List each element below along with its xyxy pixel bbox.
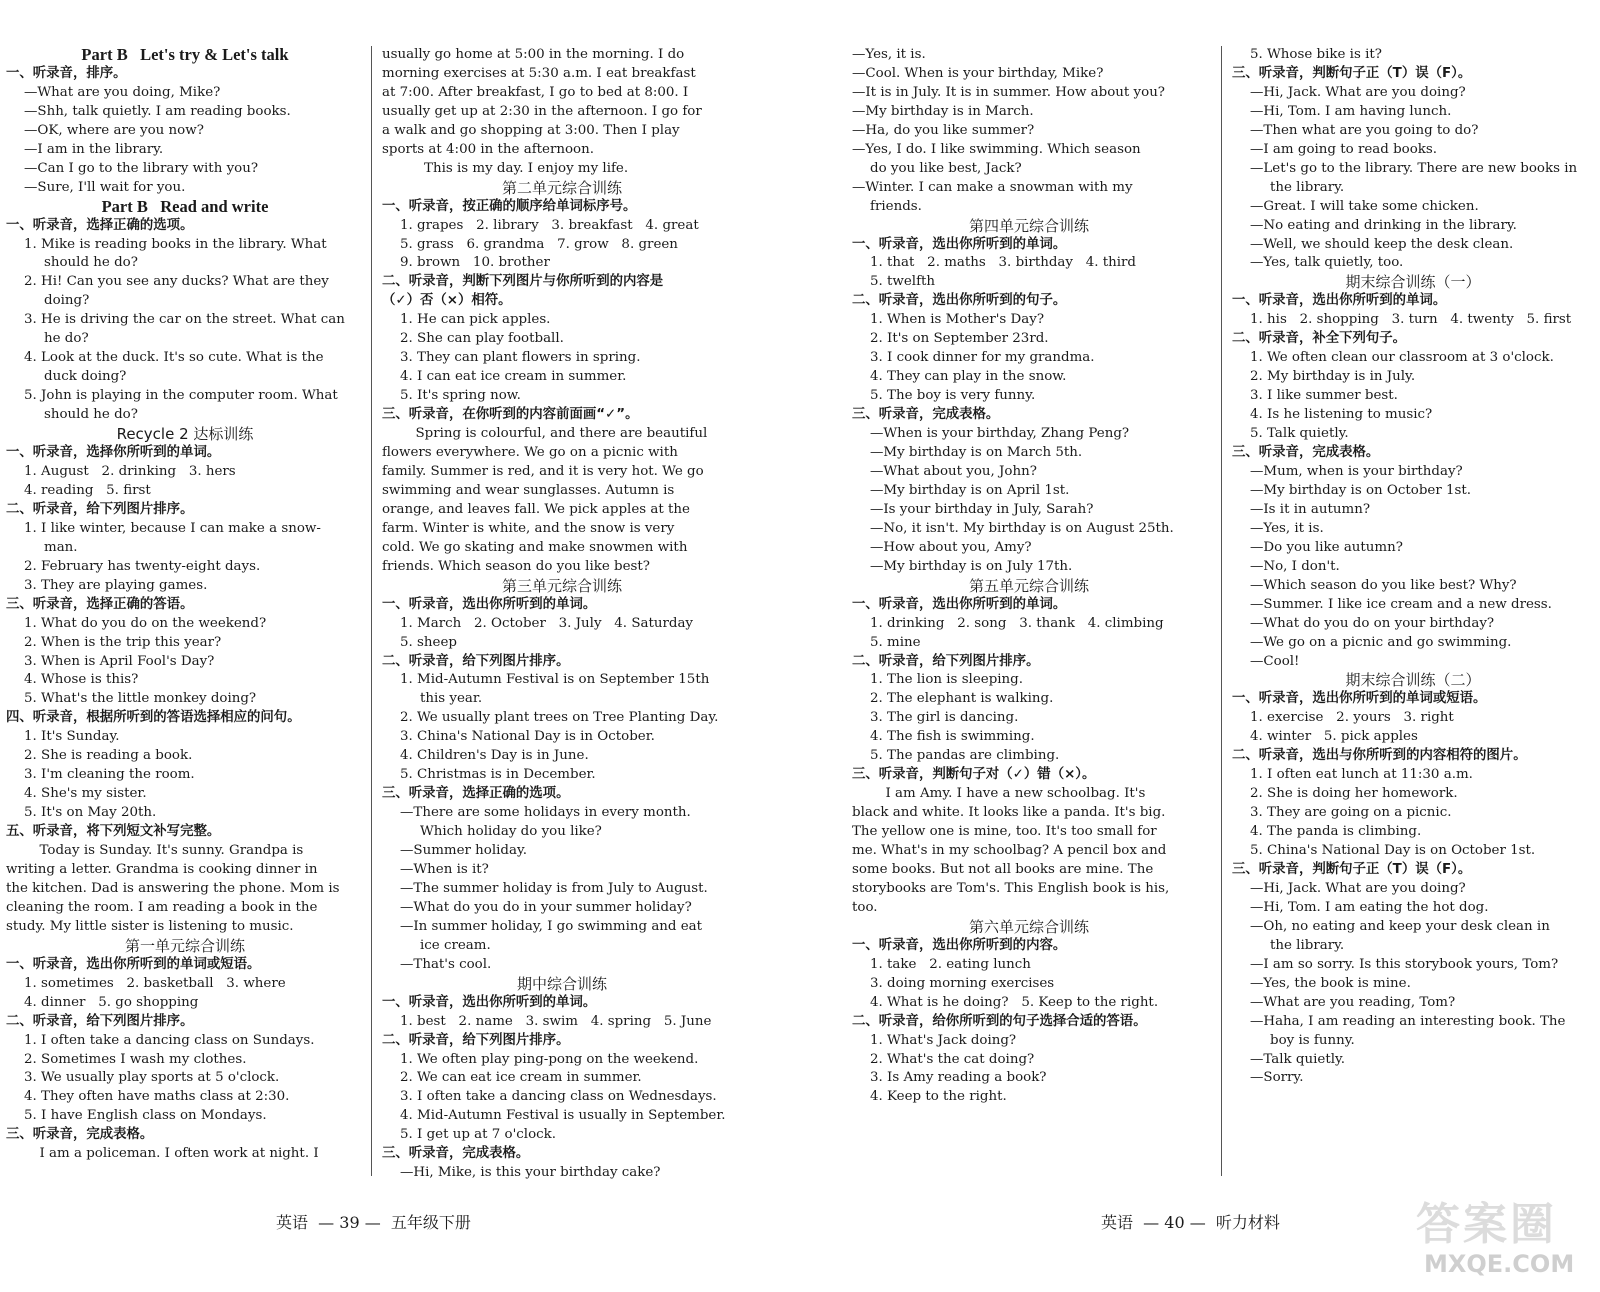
text-line-continued: doing?: [44, 293, 90, 309]
column-4: [1232, 46, 1594, 1088]
text-line: 1. grapes 2. library 3. breakfast 4. great: [400, 217, 699, 233]
text-line: 3. I often take a dancing class on Wednesdays.: [400, 1089, 717, 1105]
column-1: [6, 46, 364, 1164]
text-line: 4. reading 5. first: [24, 482, 151, 498]
text-line: 1. drinking 2. song 3. thank 4. climbing: [870, 615, 1164, 631]
paragraph-line: I am a policeman. I often work at night. I: [39, 1146, 319, 1162]
text-line: 4. What is he doing? 5. Keep to the right.: [870, 994, 1159, 1010]
text-line: 5. John is playing in the computer room. What: [24, 388, 338, 404]
text-line: —My birthday is on April 1st.: [870, 482, 1070, 498]
text-line: 3. I cook dinner for my grandma.: [870, 350, 1095, 366]
text-line: —No eating and drinking in the library.: [1250, 217, 1517, 233]
text-line: —The summer holiday is from July to August.: [400, 880, 708, 896]
text-line: family. Summer is red, and it is very hot. We go: [382, 463, 704, 479]
text-line: 3. He is driving the car on the street. What can: [24, 312, 345, 328]
text-line: —I am so sorry. Is this storybook yours, Tom?: [1250, 956, 1559, 972]
text-line: —Summer. I like ice cream and a new dress.: [1250, 596, 1552, 612]
text-line-continued: boy is funny.: [1270, 1032, 1355, 1048]
unit-title: 第五单元综合训练: [968, 576, 1089, 595]
text-line: —Then what are you going to do?: [1250, 122, 1479, 138]
text-line: —Sorry.: [1250, 1070, 1304, 1086]
question-heading: 二、听录音，选出与你所听到的内容相符的图片。: [1232, 748, 1527, 764]
text-line: 3. They are playing games.: [24, 577, 208, 593]
text-line: study. My little sister is listening to music.: [6, 918, 294, 934]
text-line-continued: man.: [44, 539, 78, 555]
question-heading: （✓）否（×）相符。: [382, 293, 512, 309]
text-line: 3. Is Amy reading a book?: [870, 1070, 1047, 1086]
text-line: farm. Winter is white, and the snow is very: [382, 520, 675, 536]
text-line: 5. The boy is very funny.: [870, 388, 1036, 404]
text-line: 1. I often eat lunch at 11:30 a.m.: [1250, 767, 1473, 783]
question-heading: 三、听录音，判断句子对（✓）错（×）。: [852, 767, 1096, 783]
text-line: 2. Hi! Can you see any ducks? What are they: [24, 274, 329, 290]
paragraph-line: I am Amy. I have a new schoolbag. It's: [885, 786, 1146, 802]
text-line: 2. The elephant is walking.: [870, 691, 1054, 707]
text-line: —Yes, talk quietly, too.: [1250, 255, 1404, 271]
text-line: 1. exercise 2. yours 3. right: [1250, 710, 1454, 726]
text-line: 3. I like summer best.: [1250, 388, 1398, 404]
text-line: 5. mine: [870, 634, 921, 650]
text-line: 5. It's on May 20th.: [24, 805, 157, 821]
text-line: 2. We can eat ice cream in summer.: [400, 1070, 642, 1086]
text-line: 4. Whose is this?: [24, 672, 139, 688]
text-line: 4. The panda is climbing.: [1250, 824, 1422, 840]
text-line: 1. I often take a dancing class on Sundays.: [24, 1032, 315, 1048]
question-heading: 二、听录音，给下列图片排序。: [382, 1032, 570, 1048]
text-line: —How about you, Amy?: [870, 539, 1032, 555]
text-line: 1. It's Sunday.: [24, 729, 120, 745]
text-line: —What do you do in your summer holiday?: [400, 899, 692, 915]
text-line: —Do you like autumn?: [1250, 539, 1403, 555]
text-line: 3. The girl is dancing.: [870, 710, 1019, 726]
question-heading: 二、听录音，选出你所听到的句子。: [852, 293, 1067, 309]
text-line: —I am in the library.: [24, 141, 164, 157]
text-line: —Oh, no eating and keep your desk clean in: [1250, 918, 1550, 934]
text-line-continued: duck doing?: [44, 369, 127, 385]
text-line-continued: this year.: [420, 691, 483, 707]
text-line: morning exercises at 5:30 a.m. I eat breakfast: [382, 65, 696, 81]
question-heading: 三、听录音，判断句子正（T）误（F）。: [1232, 861, 1472, 877]
text-line: —We go on a picnic and go swimming.: [1250, 634, 1512, 650]
text-line: swimming and wear sunglasses. Autumn is: [382, 482, 675, 498]
text-line-continued: should he do?: [44, 255, 138, 271]
text-line: 1. He can pick apples.: [400, 312, 551, 328]
text-line: —Which season do you like best? Why?: [1250, 577, 1517, 593]
unit-title: 期中综合训练: [516, 974, 607, 993]
question-heading: 二、听录音，判断下列图片与你所听到的内容是: [382, 274, 664, 290]
text-line: —Is your birthday in July, Sarah?: [870, 501, 1094, 517]
text-line: 4. Keep to the right.: [870, 1089, 1007, 1105]
text-line: 3. They are going on a picnic.: [1250, 805, 1452, 821]
text-line: 3. They can plant flowers in spring.: [400, 350, 641, 366]
text-line: storybooks are Tom's. This English book is his,: [852, 880, 1170, 896]
unit-title: 第四单元综合训练: [968, 216, 1089, 235]
text-line: 1. sometimes 2. basketball 3. where: [24, 975, 286, 991]
text-line-continued: should he do?: [44, 407, 138, 423]
question-heading: 三、听录音，完成表格。: [382, 1146, 530, 1162]
text-line: —Yes, it is.: [852, 47, 926, 62]
text-line: —What do you do on your birthday?: [1250, 615, 1495, 631]
text-line: —Great. I will take some chicken.: [1250, 198, 1479, 214]
question-heading: 一、听录音，选出你所听到的单词。: [1232, 293, 1447, 309]
text-line: —Let's go to the library. There are new books in: [1250, 160, 1578, 176]
text-line: —Hi, Jack. What are you doing?: [1250, 880, 1466, 896]
text-line: 3. When is April Fool's Day?: [24, 653, 215, 669]
text-line: —My birthday is on October 1st.: [1250, 482, 1472, 498]
text-line: —Winter. I can make a snowman with my: [852, 179, 1133, 195]
question-heading: 一、听录音，选出你所听到的单词或短语。: [6, 956, 261, 972]
text-line: 2. We usually plant trees on Tree Planting Day.: [400, 710, 719, 726]
text-line: —What about you, John?: [870, 463, 1037, 479]
text-line: usually get up at 2:30 in the afternoon. I go for: [382, 103, 702, 119]
paragraph-line: This is my day. I enjoy my life.: [415, 160, 629, 176]
question-heading: 二、听录音，补全下列句子。: [1232, 331, 1407, 347]
text-line: —Sure, I'll wait for you.: [24, 179, 186, 195]
text-line: —My birthday is in March.: [852, 103, 1034, 119]
text-line: sports at 4:00 in the afternoon.: [382, 141, 594, 157]
text-line: —When is your birthday, Zhang Peng?: [870, 426, 1130, 442]
section-title: Part B Let's try & Let's talk: [81, 45, 289, 64]
text-line: —That's cool.: [400, 956, 492, 972]
text-line: —Hi, Mike, is this your birthday cake?: [400, 1165, 661, 1181]
text-line: 2. My birthday is in July.: [1250, 369, 1416, 385]
text-line: 5. What's the little monkey doing?: [24, 691, 257, 707]
text-line: friends. Which season do you like best?: [382, 558, 650, 574]
text-line: some books. But not all books are mine. The: [852, 861, 1154, 877]
text-line: usually go home at 5:00 in the morning. I do: [382, 47, 685, 62]
question-heading: 一、听录音，排序。: [6, 65, 127, 81]
text-line: —My birthday is on July 17th.: [870, 558, 1073, 574]
question-heading: 三、听录音，选择正确的选项。: [382, 786, 570, 802]
text-line-continued: the library.: [1270, 937, 1345, 953]
text-line: 1. I like winter, because I can make a snow-: [24, 520, 321, 536]
text-line: 3. We usually play sports at 5 o'clock.: [24, 1070, 280, 1086]
unit-title: 期末综合训练（一）: [1345, 273, 1481, 292]
text-line-continued: the library.: [1270, 179, 1345, 195]
column-3: [852, 46, 1206, 1107]
question-heading: 一、听录音，选出你所听到的单词。: [382, 596, 597, 612]
text-line: —Well, we should keep the desk clean.: [1250, 236, 1514, 252]
text-line: 5. It's spring now.: [400, 388, 521, 404]
text-line: —OK, where are you now?: [24, 122, 204, 138]
text-line: 2. She can play football.: [400, 331, 564, 347]
question-heading: 三、听录音，完成表格。: [6, 1127, 154, 1143]
text-line: —Cool. When is your birthday, Mike?: [852, 65, 1104, 81]
text-line-continued: he do?: [44, 331, 89, 347]
text-line-continued: ice cream.: [420, 937, 491, 953]
text-line: 1. take 2. eating lunch: [870, 956, 1031, 972]
unit-title: 第六单元综合训练: [968, 917, 1089, 936]
question-heading: 一、听录音，选择你所听到的单词。: [6, 445, 221, 461]
question-heading: 三、听录音，完成表格。: [852, 407, 1000, 423]
text-line: 5. I get up at 7 o'clock.: [400, 1127, 557, 1143]
text-line: 4. The fish is swimming.: [870, 729, 1035, 745]
text-line: black and white. It looks like a panda. It's big.: [852, 805, 1166, 821]
text-line: 5. I have English class on Mondays.: [24, 1108, 267, 1124]
text-line: 1. We often clean our classroom at 3 o'clock.: [1250, 350, 1554, 366]
text-line: cold. We go skating and make snowmen with: [382, 539, 688, 555]
paragraph-line: Spring is colourful, and there are beautiful: [415, 426, 708, 442]
column-divider-right: [1221, 46, 1222, 1176]
text-line: —Ha, do you like summer?: [852, 122, 1035, 138]
question-heading: 三、听录音，在你听到的内容前面画“✓”。: [382, 407, 639, 423]
text-line: 2. When is the trip this year?: [24, 634, 222, 650]
text-line: —Is it in autumn?: [1250, 501, 1371, 517]
text-line: too.: [852, 899, 878, 915]
text-line: 9. brown 10. brother: [400, 255, 550, 271]
column-2: [382, 46, 742, 1183]
text-line: a walk and go shopping at 3:00. Then I play: [382, 122, 680, 138]
text-line: —What are you doing, Mike?: [24, 84, 221, 100]
text-line: 4. Is he listening to music?: [1250, 407, 1433, 423]
text-line: —Haha, I am reading an interesting book. The: [1250, 1013, 1566, 1029]
text-line: 1. The lion is sleeping.: [870, 672, 1023, 688]
text-line: 5. sheep: [400, 634, 457, 650]
unit-title: 第一单元综合训练: [124, 936, 245, 955]
text-line: 1. his 2. shopping 3. turn 4. twenty 5. first: [1250, 312, 1572, 328]
question-heading: 四、听录音，根据所听到的答语选择相应的问句。: [6, 710, 301, 726]
question-heading: 一、听录音，按正确的顺序给单词标序号。: [382, 198, 637, 214]
page-footer-left: 英语 — 39 — 五年级下册: [276, 1213, 471, 1232]
question-heading: 二、听录音，给下列图片排序。: [6, 1013, 194, 1029]
text-line: 4. She's my sister.: [24, 786, 147, 802]
question-heading: 二、听录音，给下列图片排序。: [6, 501, 194, 517]
text-line: —Yes, the book is mine.: [1250, 975, 1411, 991]
text-line: 5. twelfth: [870, 274, 936, 290]
text-line: 5. Talk quietly.: [1250, 426, 1349, 442]
text-line: —Summer holiday.: [400, 843, 528, 859]
text-line: —What are you reading, Tom?: [1250, 994, 1456, 1010]
text-line: 4. I can eat ice cream in summer.: [400, 369, 627, 385]
text-line: 4. They often have maths class at 2:30.: [24, 1089, 290, 1105]
text-line: 4. They can play in the snow.: [870, 369, 1067, 385]
text-line: at 7:00. After breakfast, I go to bed at 8:00. I: [382, 84, 689, 100]
text-line-continued: Which holiday do you like?: [420, 824, 602, 840]
question-heading: 五、听录音，将下列短文补写完整。: [6, 824, 221, 840]
text-line: writing a letter. Grandma is cooking dinner in: [6, 861, 318, 877]
text-line: 2. It's on September 23rd.: [870, 331, 1049, 347]
question-heading: 一、听录音，选择正确的选项。: [6, 217, 194, 233]
text-line: 4. Look at the duck. It's so cute. What is the: [24, 350, 324, 366]
text-line: 1. Mike is reading books in the library. What: [24, 236, 327, 252]
text-line: —My birthday is on March 5th.: [870, 445, 1083, 461]
column-divider-left: [371, 46, 372, 1176]
paragraph-line: Today is Sunday. It's sunny. Grandpa is: [39, 843, 304, 859]
text-line: 4. Mid-Autumn Festival is usually in September.: [400, 1108, 726, 1124]
text-line: 2. What's the cat doing?: [870, 1051, 1035, 1067]
text-line: do you like best, Jack?: [870, 160, 1022, 176]
text-line: 1. that 2. maths 3. birthday 4. third: [870, 255, 1137, 271]
watermark-site: MXQE.COM: [1424, 1250, 1575, 1278]
text-line: —Mum, when is your birthday?: [1250, 463, 1463, 479]
text-line: cleaning the room. I am reading a book in the: [6, 899, 318, 915]
question-heading: 一、听录音，选出你所听到的单词。: [852, 596, 1067, 612]
text-line: —In summer holiday, I go swimming and eat: [400, 918, 703, 934]
question-heading: 二、听录音，给你所听到的句子选择合适的答语。: [852, 1013, 1147, 1029]
question-heading: 二、听录音，给下列图片排序。: [852, 653, 1040, 669]
text-line: —Talk quietly.: [1250, 1051, 1346, 1067]
text-line: the kitchen. Dad is answering the phone. Mom is: [6, 880, 340, 896]
text-line: 5. grass 6. grandma 7. grow 8. green: [400, 236, 678, 252]
question-heading: 三、听录音，判断句子正（T）误（F）。: [1232, 65, 1472, 81]
question-heading: 二、听录音，给下列图片排序。: [382, 653, 570, 669]
text-line: 1. What's Jack doing?: [870, 1032, 1017, 1048]
question-heading: 一、听录音，选出你所听到的内容。: [852, 937, 1067, 953]
text-line: 5. The pandas are climbing.: [870, 748, 1060, 764]
section-title: Part B Read and write: [101, 196, 269, 216]
text-line: 5. Whose bike is it?: [1250, 47, 1382, 62]
text-line: me. What's in my schoolbag? A pencil box and: [852, 843, 1167, 859]
unit-title: Recycle 2 达标训练: [116, 425, 254, 444]
text-line: —Hi, Tom. I am eating the hot dog.: [1250, 899, 1489, 915]
text-line: —Cool!: [1250, 653, 1300, 669]
unit-title: 期末综合训练（二）: [1345, 671, 1481, 690]
question-heading: 一、听录音，选出你所听到的单词。: [382, 994, 597, 1010]
watermark-logo: [1410, 1188, 1592, 1286]
question-heading: 三、听录音，完成表格。: [1232, 445, 1380, 461]
question-heading: 三、听录音，选择正确的答语。: [6, 596, 194, 612]
text-line: 1. What do you do on the weekend?: [24, 615, 267, 631]
question-heading: 一、听录音，选出你所听到的单词。: [852, 236, 1067, 252]
text-line: 3. I'm cleaning the room.: [24, 767, 195, 783]
unit-title: 第二单元综合训练: [501, 178, 622, 197]
text-line: —Hi, Jack. What are you doing?: [1250, 84, 1466, 100]
page-footer-right: 英语 — 40 — 听力材料: [1101, 1213, 1280, 1232]
text-line: —When is it?: [400, 861, 489, 877]
text-line: 1. When is Mother's Day?: [870, 312, 1045, 328]
text-line: 1. August 2. drinking 3. hers: [24, 463, 236, 479]
unit-title: 第三单元综合训练: [501, 576, 622, 595]
text-line: flowers everywhere. We go on a picnic with: [382, 445, 678, 461]
text-line: —Can I go to the library with you?: [24, 160, 259, 176]
text-line: —No, I don't.: [1250, 558, 1340, 574]
text-line: —No, it isn't. My birthday is on August 25th.: [870, 520, 1174, 536]
text-line: —Yes, I do. I like swimming. Which season: [852, 141, 1141, 157]
text-line: 5. Christmas is in December.: [400, 767, 596, 783]
text-line: —Hi, Tom. I am having lunch.: [1250, 103, 1452, 119]
text-line: friends.: [870, 198, 922, 214]
text-line: —I am going to read books.: [1250, 141, 1438, 157]
text-line: 5. China's National Day is on October 1st.: [1250, 843, 1536, 859]
question-heading: 一、听录音，选出你所听到的单词或短语。: [1232, 691, 1487, 707]
text-line: 2. February has twenty-eight days.: [24, 558, 261, 574]
text-line: 3. doing morning exercises: [870, 975, 1055, 991]
text-line: 1. We often play ping-pong on the weekend.: [400, 1051, 699, 1067]
text-line: 4. dinner 5. go shopping: [24, 994, 199, 1010]
text-line: —Yes, it is.: [1250, 520, 1324, 536]
text-line: 4. Children's Day is in June.: [400, 748, 589, 764]
text-line: 2. She is reading a book.: [24, 748, 193, 764]
text-line: 2. Sometimes I wash my clothes.: [24, 1051, 247, 1067]
text-line: 1. Mid-Autumn Festival is on September 15th: [400, 672, 710, 688]
text-line: 4. winter 5. pick apples: [1250, 729, 1418, 745]
text-line: —Shh, talk quietly. I am reading books.: [24, 103, 291, 119]
text-line: 2. She is doing her homework.: [1250, 786, 1458, 802]
text-line: The yellow one is mine, too. It's too small for: [852, 824, 1157, 840]
text-line: 1. March 2. October 3. July 4. Saturday: [400, 615, 693, 631]
text-line: 3. China's National Day is in October.: [400, 729, 655, 745]
text-line: orange, and leaves fall. We pick apples at the: [382, 501, 690, 517]
text-line: —It is in July. It is in summer. How about you?: [852, 84, 1165, 100]
text-line: —There are some holidays in every month.: [400, 805, 691, 821]
text-line: 1. best 2. name 3. swim 4. spring 5. June: [400, 1013, 712, 1029]
watermark-title: 答案圈: [1416, 1199, 1557, 1250]
